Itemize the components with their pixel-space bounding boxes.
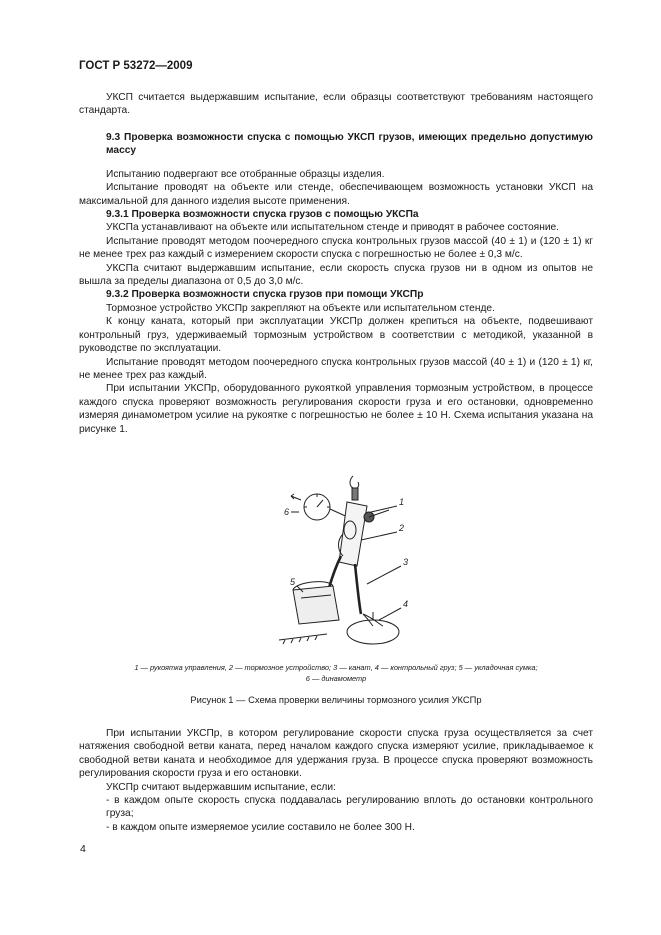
section-9-3: [79, 131, 593, 436]
section-heading: 9.3 Проверка возможности спуска с помощью УКСП грузов, имеющих предельно допустимую массу: [106, 132, 593, 157]
control-weight: [347, 620, 399, 644]
bottom-text-block: [79, 727, 593, 834]
body-text-block: [79, 91, 593, 118]
paragraph: Испытанию подвергают все отобранные образцы изделия.: [106, 168, 385, 180]
figure-label: 6: [284, 507, 290, 517]
paragraph: УКСПр считают выдержавшим испытание, если:: [106, 781, 336, 793]
figure-1-diagram: [277, 474, 423, 646]
bullet-item: - в каждом опыте измеряемое усилие составило не более 300 Н.: [106, 821, 415, 833]
paragraph: УКСПа считают выдержавшим испытание, если скорость спуска грузов ни в одном из опытов не вышла за пределы диапазона от 0,5 до 3,0 м/с.: [79, 262, 593, 288]
section-heading: 9.3.2 Проверка возможности спуска грузов при помощи УКСПр: [106, 289, 424, 301]
paragraph: Тормозное устройство УКСПр закрепляют на объекте или испытательном стенде.: [106, 302, 495, 314]
legend-line: 1 — рукоятка управления, 2 — тормозное устройство; 3 — канат, 4 — контрольный груз; 5 — укладочная сумка;: [134, 663, 538, 672]
section-heading: 9.3.1 Проверка возможности спуска грузов с помощью УКСПа: [106, 209, 419, 221]
figure-label: 1: [399, 497, 405, 507]
figure-label: 4: [403, 599, 409, 609]
paragraph: УКСПа устанавливают на объекте или испытательном стенде и приводят в рабочее состояние.: [106, 222, 560, 234]
hook-shape: [350, 476, 359, 489]
paragraph: При испытании УКСПр, в котором регулирование скорости спуска груза осуществляется за счет натяжения свободной ветви каната, перед началом каждого спуска измеряют усилие, прикладываемое к свободной ветви каната и необходимое для удержания груза. В процессе спуска проверяют возможность регулирования скорости груза и его остановки.: [79, 728, 593, 780]
paragraph: При испытании УКСПр, оборудованного рукояткой управления тормозным устройством, в процессе каждого спуска проверяют возможность регулирования скорости груза и его остановки, одновременно измеряя динамометром усилие на рукоятке с погрешностью не более ± 10 Н. Схема испытания указана на рисунке 1.: [79, 383, 593, 435]
figure-legend: [79, 662, 593, 684]
page-number: 4: [80, 843, 86, 855]
paragraph: УКСП считается выдержавшим испытание, если образцы соответствуют требованиям настоящего стандарта.: [79, 92, 593, 117]
paragraph: Испытание проводят на объекте или стенде, обеспечивающем возможность установки УКСП на максимальной для данного изделия высоте применения.: [79, 182, 593, 207]
figure-label: 2: [399, 523, 405, 533]
figure-label: 5: [290, 577, 296, 587]
figure-caption: Рисунок 1 — Схема проверки величины тормозного усилия УКСПр: [190, 694, 482, 705]
storage-bag: [293, 586, 339, 624]
hook-link: [352, 488, 358, 500]
brake-device: [339, 502, 367, 566]
paragraph: К концу каната, который при эксплуатации УКСПр должен крепиться на объекте, подвешивают контрольный груз, удерживаемый тормозным устройством в соответствии с методикой, указанной в руководстве по эксплуатации.: [79, 316, 593, 355]
rope-line: [355, 564, 361, 614]
bullet-item: - в каждом опыте скорость спуска поддавалась регулированию вплоть до остановки контрольного груза;: [106, 795, 593, 820]
figure-label: 3: [403, 557, 409, 567]
paragraph: Испытание проводят методом поочередного спуска контрольных грузов массой (40 ± 1) и (120 ± 1) кг, не менее трех раз каждый.: [79, 356, 593, 381]
document-header: ГОСТ Р 53272—2009: [79, 60, 193, 72]
paragraph: Испытание проводят методом поочередного спуска контрольных грузов массой (40 ± 1) и (120 ± 1) кг не менее трех раз каждый с измерением скорости спуска с погрешностью не более ± 0,3 м/с.: [79, 235, 593, 261]
legend-line: 6 — динамометр: [305, 674, 367, 683]
